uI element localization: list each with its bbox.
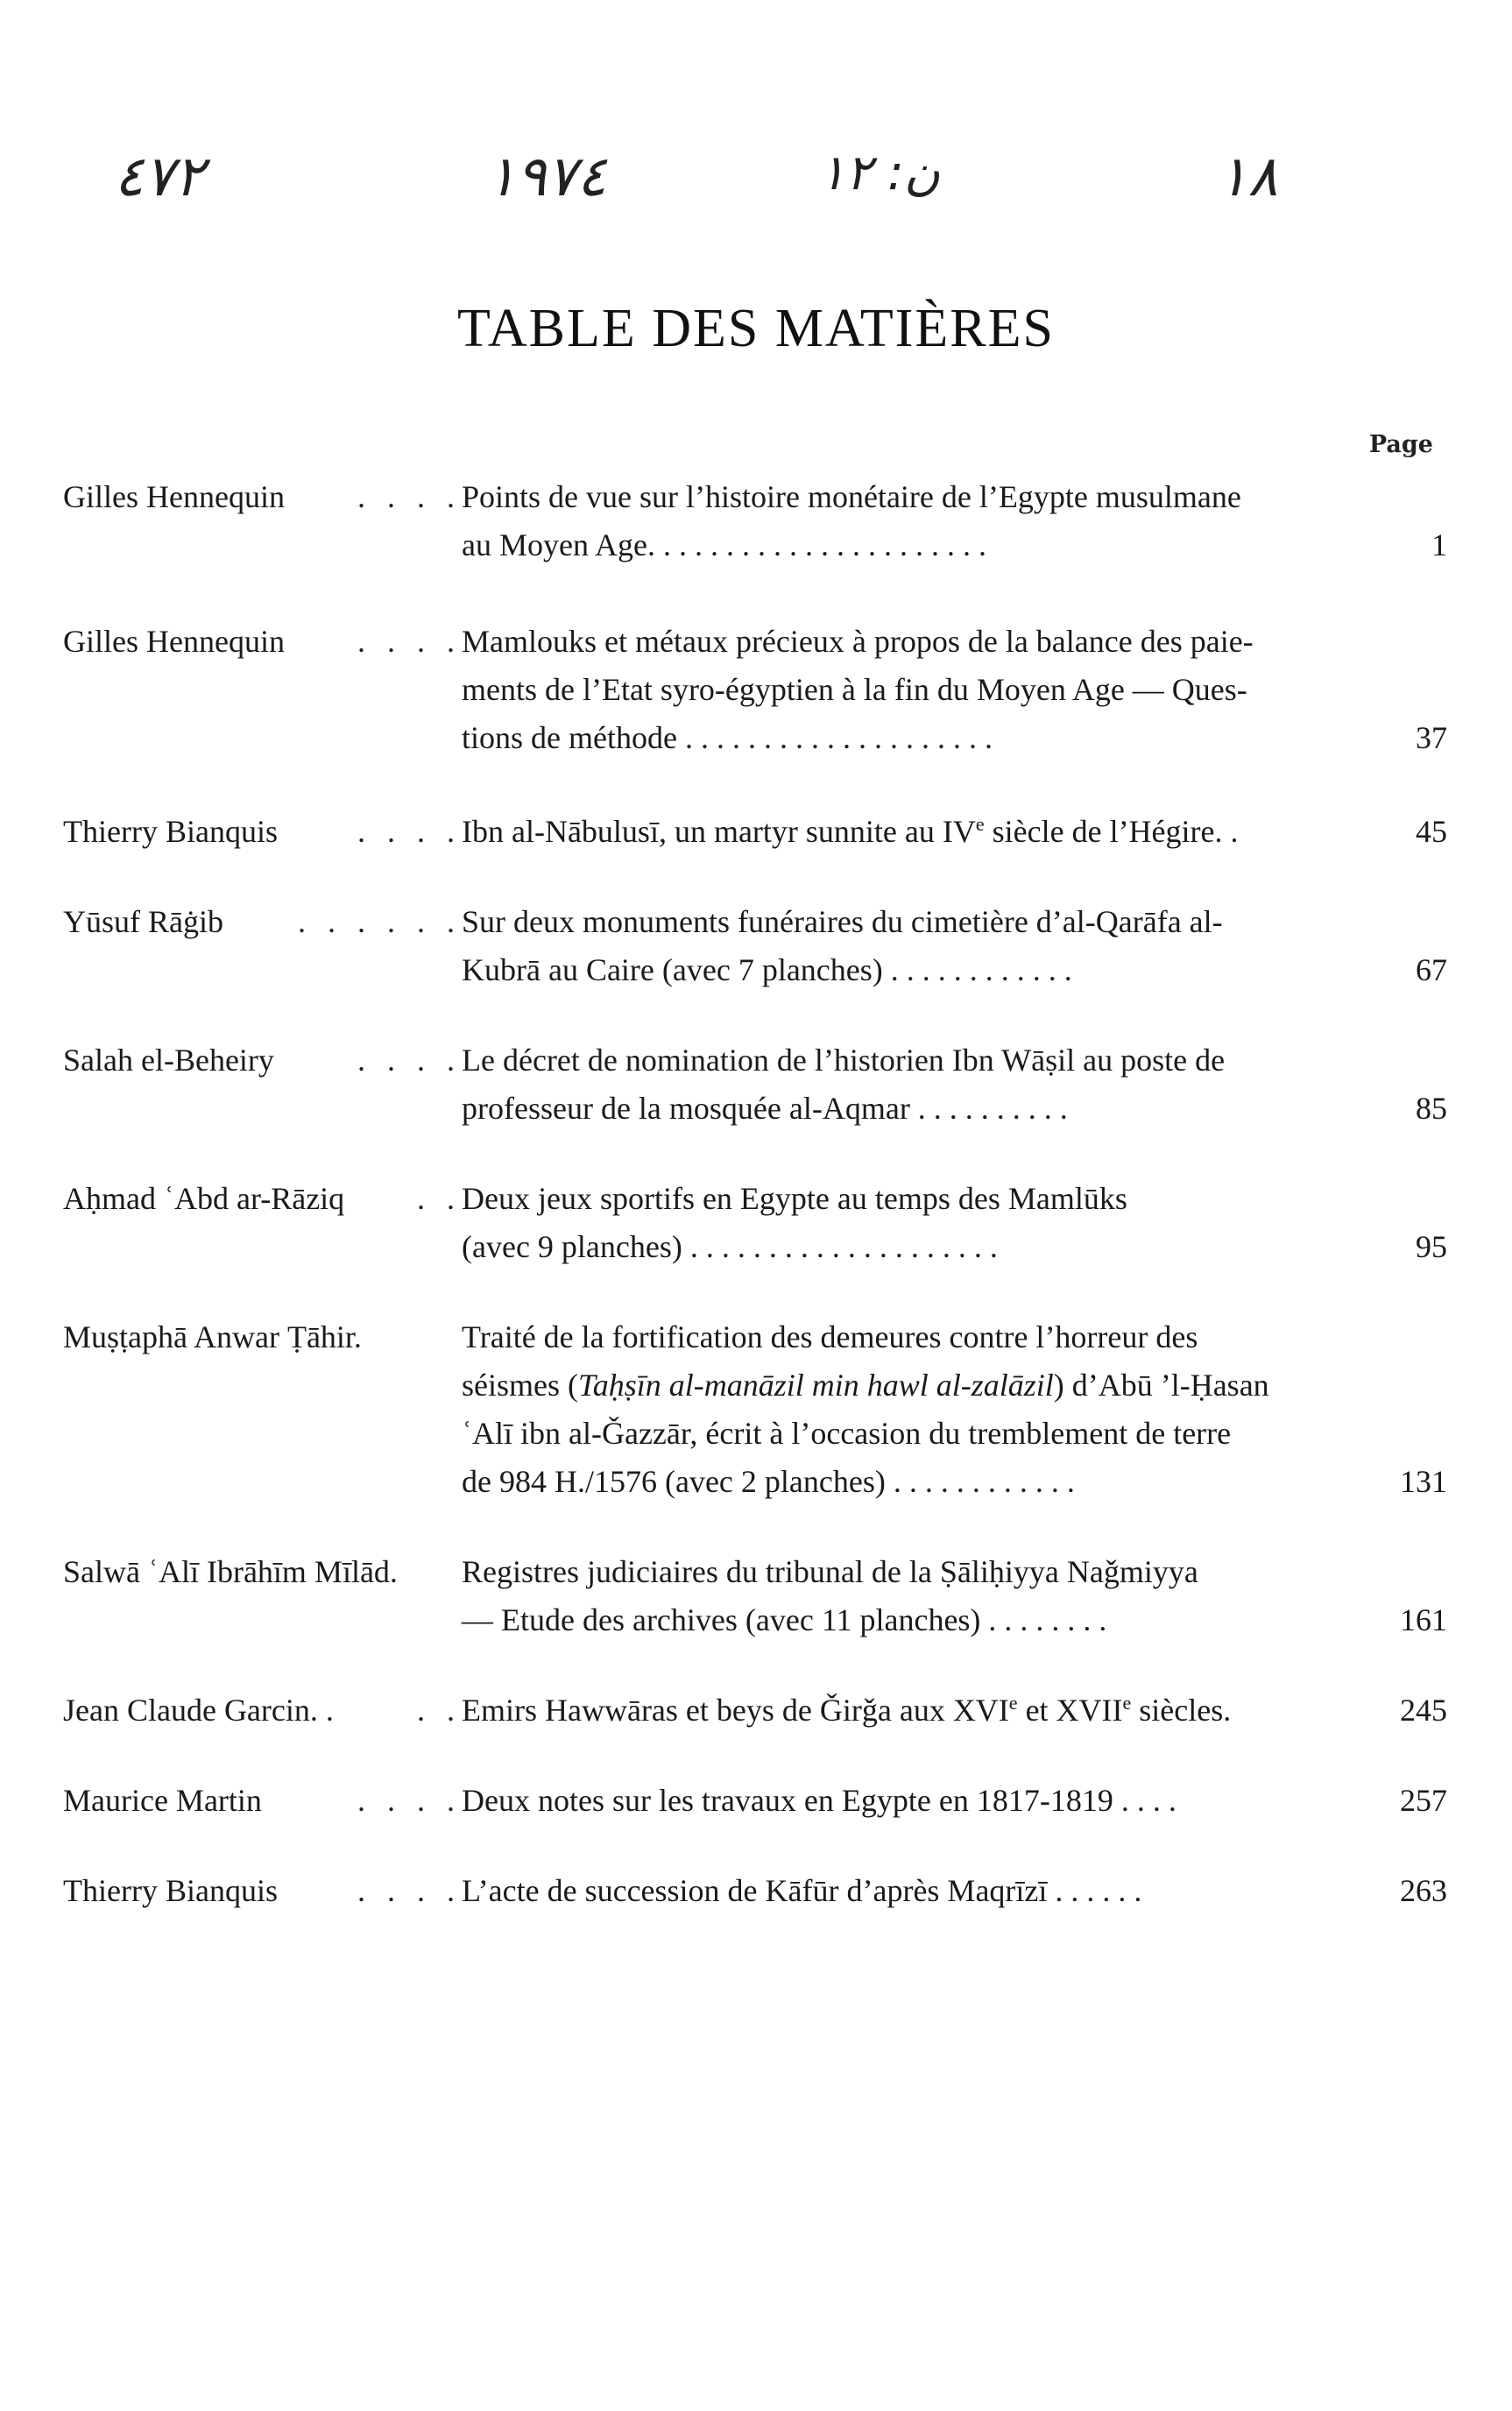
entry-author: Thierry Bianquis . . . .	[63, 1873, 462, 1908]
entry-author: Salah el-Beheiry . . . .	[63, 1043, 462, 1078]
entry-title: Sur deux monuments funéraires du cimetière d’al-Qarāfa al- Kubrā au Caire (avec 7 planches) . . . . . . . . . . . .	[462, 904, 1223, 987]
entry-page-number: 95	[1416, 1229, 1447, 1264]
entry-author: Thierry Bianquis . . . .	[63, 814, 462, 849]
handwritten-note: ن: ١٢	[819, 145, 940, 202]
entry-author: Jean Claude Garcin. . . .	[63, 1693, 462, 1728]
entry-page-number: 131	[1400, 1464, 1447, 1499]
entry-page-number: 37	[1416, 720, 1447, 755]
entry-page-number: 263	[1400, 1873, 1447, 1908]
toc-entry	[63, 1777, 1447, 1825]
entry-author: Yūsuf Rāġib . . . . . .	[63, 904, 462, 939]
entry-title: Traité de la fortification des demeures contre l’horreur des séismes (Taḥṣīn al-manāzil min hawl al-zalāzil) d’Abū ’l-Ḥasan ʿAlī ibn al-Ǧazzār, écrit à l’occasion du tremblement de terre de 984 H./1576 (avec 2 planches) . . . . . . . . . . . .	[462, 1319, 1269, 1499]
toc-entry	[63, 1313, 1447, 1506]
entry-author: Aḥmad ʿAbd ar-Rāziq . .	[63, 1181, 462, 1216]
entry-author: Muṣṭaphā Anwar Ṭāhir.	[63, 1319, 362, 1354]
entry-title: Le décret de nomination de l’historien Ibn Wāṣil au poste de professeur de la mosquée al-Aqmar . . . . . . . . . .	[462, 1043, 1226, 1126]
toc-entry	[63, 1686, 1447, 1735]
handwritten-note: ١٨	[1218, 145, 1278, 209]
toc-entry	[63, 898, 1447, 994]
entry-page-number: 45	[1416, 814, 1447, 849]
entry-author: Gilles Hennequin . . . .	[63, 624, 462, 659]
toc-entry	[63, 808, 1447, 856]
entry-page-number: 67	[1416, 952, 1447, 987]
entry-author: Maurice Martin . . . .	[63, 1783, 462, 1818]
entry-author: Salwā ʿAlī Ibrāhīm Mīlād.	[63, 1554, 398, 1589]
entry-title: Deux notes sur les travaux en Egypte en 1817-1819 . . . .	[462, 1783, 1176, 1818]
entry-author: Gilles Hennequin . . . .	[63, 479, 462, 514]
entry-page-number: 1	[1431, 527, 1447, 562]
entry-page-number: 161	[1400, 1602, 1447, 1637]
handwritten-note: ١٩٧٤	[486, 145, 607, 209]
toc-entry	[63, 1867, 1447, 1915]
table-of-contents	[63, 473, 1447, 1915]
toc-entry	[63, 473, 1447, 569]
entry-title: Ibn al-Nābulusī, un martyr sunnite au IVe siècle de l’Hégire. .	[462, 813, 1239, 849]
entry-title: Deux jeux sportifs en Egypte au temps des Mamlūks (avec 9 planches) . . . . . . . . . . . . . . . . . . . .	[462, 1181, 1127, 1264]
entry-title: Points de vue sur l’histoire monétaire de l’Egypte musulmane au Moyen Age. . . . . . . . . . . . . . . . . . . . . .	[462, 479, 1241, 562]
entry-page-number: 245	[1400, 1693, 1447, 1728]
page-column-header: Page	[1368, 431, 1433, 458]
entry-title: L’acte de succession de Kāfūr d’après Maqrīzī . . . . . .	[462, 1873, 1142, 1908]
entry-page-number: 85	[1416, 1091, 1447, 1126]
entry-title: Mamlouks et métaux précieux à propos de la balance des paie- ments de l’Etat syro-égyptien à la fin du Moyen Age — Ques- tions de méthode . . . . . . . . . . . . . . . . . . . .	[462, 624, 1254, 755]
entry-title: Emirs Hawwāras et beys de Ǧirǧa aux XVIe et XVIIe siècles.	[462, 1692, 1232, 1728]
page-title: TABLE DES MATIÈRES	[456, 299, 1056, 358]
entry-page-number: 257	[1400, 1783, 1447, 1818]
toc-entry	[63, 1175, 1447, 1271]
toc-entry	[63, 618, 1447, 762]
entry-title: Registres judiciaires du tribunal de la Ṣāliḥiyya Naǧmiyya — Etude des archives (avec 11 planches) . . . . . . . .	[462, 1554, 1198, 1637]
handwritten-note: ٤٧٢	[114, 145, 205, 209]
toc-entry	[63, 1036, 1447, 1133]
toc-entry	[63, 1548, 1447, 1644]
